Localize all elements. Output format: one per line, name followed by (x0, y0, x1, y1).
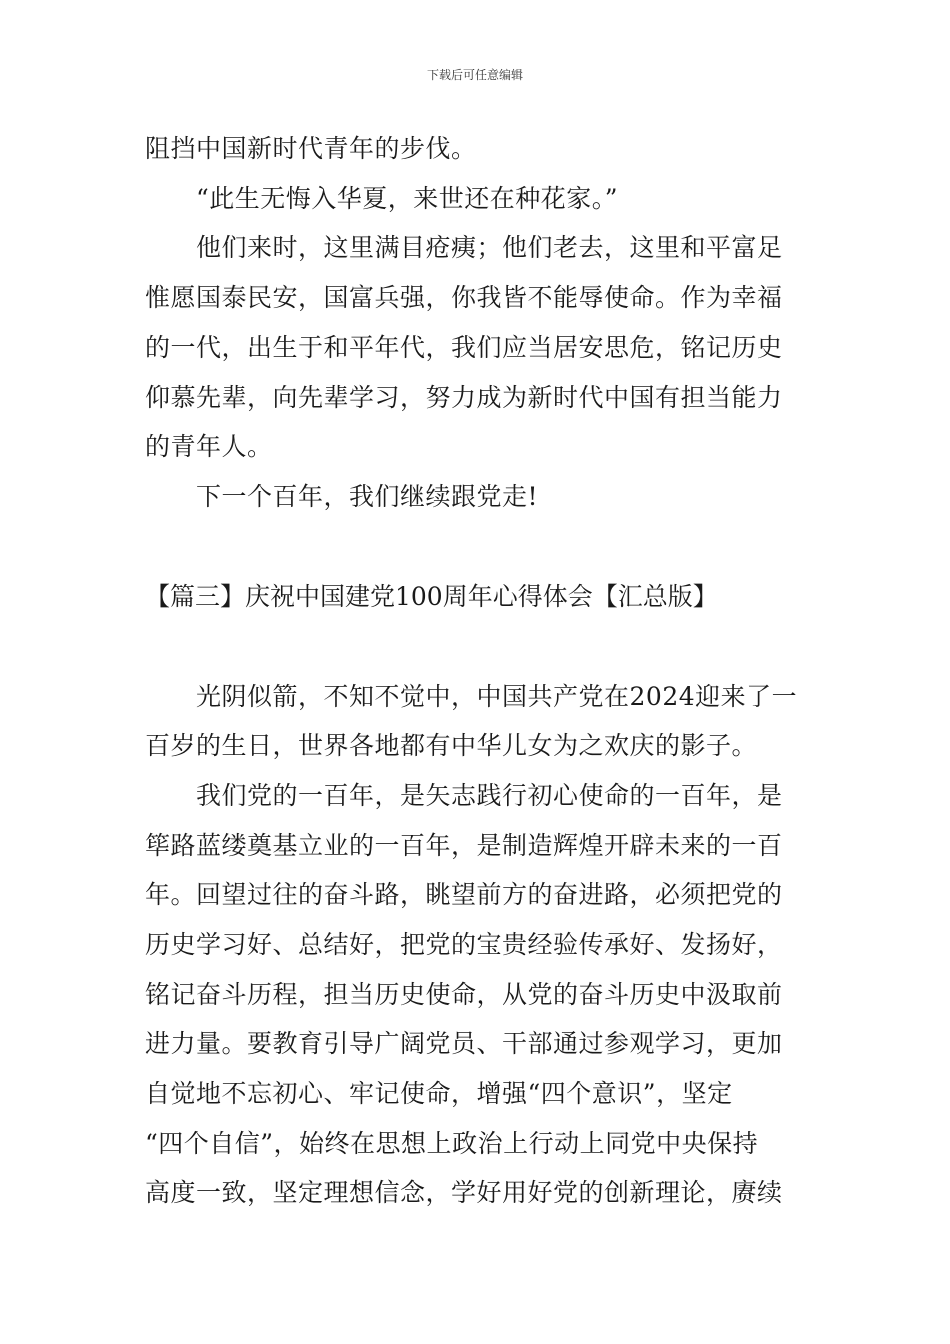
text-line: 自觉地不忘初心、牢记使命，增强“四个意识”，坚定 (145, 1079, 733, 1108)
text-line: 的一代，出生于和平年代，我们应当居安思危，铭记历史 (145, 333, 783, 362)
text-line: 他们来时，这里满目疮痍；他们老去，这里和平富足 (196, 233, 783, 262)
text-line: 光阴似箭，不知不觉中，中国共产党在2024迎来了一 (196, 682, 798, 711)
text-line: 惟愿国泰民安，国富兵强，你我皆不能辱使命。作为幸福 (145, 283, 783, 312)
text-line: 历史学习好、总结好，把党的宝贵经验传承好、发扬好， (145, 930, 783, 959)
text-line: 百岁的生日，世界各地都有中华儿女为之欢庆的影子。 (145, 731, 758, 760)
text-line: 仰慕先辈，向先辈学习，努力成为新时代中国有担当能力 (145, 383, 783, 412)
text-line: 年。回望过往的奋斗路，眺望前方的奋进路，必须把党的 (145, 880, 783, 909)
text-line: 阻挡中国新时代青年的步伐。 (145, 134, 477, 163)
text-line: “此生无悔入华夏，来世还在种花家。” (196, 184, 619, 213)
text-line: 筚路蓝缕奠基立业的一百年，是制造辉煌开辟未来的一百 (145, 831, 783, 860)
header-note: 下载后可任意编辑 (426, 68, 523, 82)
text-line: 进力量。要教育引导广阔党员、干部通过参观学习，更加 (145, 1029, 783, 1058)
text-line: 铭记奋斗历程，担当历史使命，从党的奋斗历史中汲取前 (145, 980, 783, 1009)
text-line: 的青年人。 (145, 432, 273, 461)
section-heading: 【篇三】庆祝中国建党100周年心得体会【汇总版】 (145, 582, 718, 611)
text-line: 高度一致，坚定理想信念，学好用好党的创新理论，赓续 (145, 1178, 783, 1207)
text-line: “四个自信”，始终在思想上政治上行动上同党中央保持 (145, 1129, 759, 1158)
text-line: 我们党的一百年，是矢志践行初心使命的一百年，是 (196, 781, 783, 810)
text-line: 下一个百年，我们继续跟党走! (196, 482, 539, 511)
